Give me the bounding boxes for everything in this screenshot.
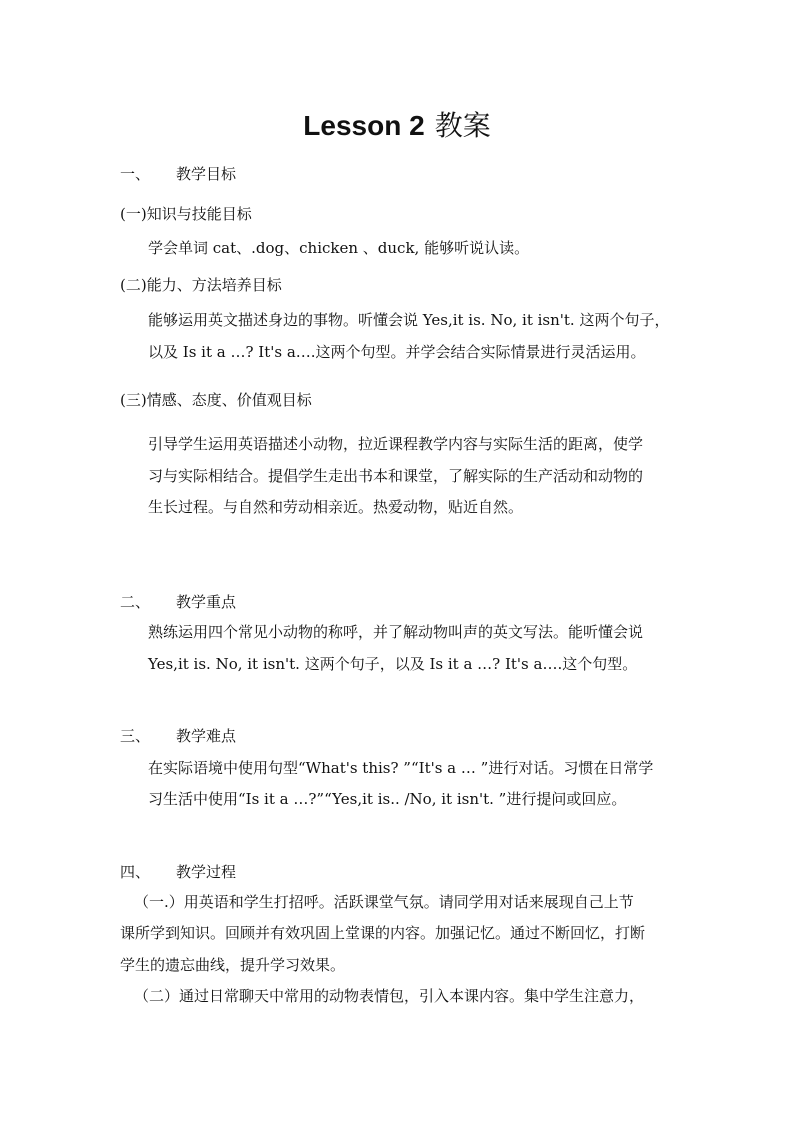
page-title: [0, 104, 794, 144]
subsection-1-2-text-line2: 以及 Is it a …? It's a….这两个句型。并学会结合实际情景进行灵活运用。: [148, 343, 646, 361]
section-3-number: 三、: [120, 727, 151, 745]
subsection-1-1-heading: (一)知识与技能目标: [120, 205, 252, 223]
section-4-paragraph-2-line1: （二）通过日常聊天中常用的动物表情包，引入本课内容。集中学生注意力，: [134, 987, 645, 1005]
section-2-text-line2: Yes,it is. No, it isn't. 这两个句子，以及 Is it a …? It's a….这个句型。: [148, 655, 638, 673]
subsection-1-2-text-line1: 能够运用英文描述身边的事物。听懂会说 Yes,it is. No, it isn't. 这两个句子，: [148, 311, 670, 329]
subsection-1-2-heading: (二)能力、方法培养目标: [120, 276, 282, 294]
section-2-text-line1: 熟练运用四个常见小动物的称呼，并了解动物叫声的英文写法。能听懂会说: [148, 623, 644, 641]
section-1-number: 一、: [120, 165, 151, 183]
section-1-heading: [120, 164, 236, 184]
section-4-number: 四、: [120, 863, 151, 881]
subsection-1-3-text-line2: 习与实际相结合。提倡学生走出书本和课堂，了解实际的生产活动和动物的: [148, 467, 644, 485]
subsection-1-3-text-line3: 生长过程。与自然和劳动相亲近。热爱动物，贴近自然。: [148, 498, 524, 516]
subsection-1-1-text: 学会单词 cat、.dog、chicken 、duck, 能够听说认读。: [148, 239, 530, 257]
section-2-number: 二、: [120, 593, 151, 611]
section-2-heading: [120, 592, 236, 612]
section-3-heading: [120, 726, 236, 746]
section-4-heading: [120, 862, 236, 882]
section-4-paragraph-1-line3: 学生的遗忘曲线，提升学习效果。: [120, 956, 346, 974]
section-4-paragraph-1-line1: （一.）用英语和学生打招呼。活跃课堂气氛。请同学用对话来展现自己上节: [134, 893, 634, 911]
section-3-text-line2: 习生活中使用“Is it a …?”“Yes,it is.. /No, it isn't. ”进行提问或回应。: [148, 790, 627, 808]
section-4-title: 教学过程: [176, 863, 237, 881]
subsection-1-3-heading: (三)情感、态度、价值观目标: [120, 391, 312, 409]
title-chinese: 教案: [434, 109, 491, 142]
section-3-title: 教学难点: [176, 727, 237, 745]
section-1-title: 教学目标: [176, 165, 237, 183]
section-2-title: 教学重点: [176, 593, 237, 611]
subsection-1-3-text-line1: 引导学生运用英语描述小动物，拉近课程教学内容与实际生活的距离，使学: [148, 435, 644, 453]
section-3-text-line1: 在实际语境中使用句型“What's this? ”“It's a … ”进行对话。习惯在日常学: [148, 759, 654, 777]
title-english: Lesson 2: [303, 110, 425, 141]
section-4-paragraph-1-line2: 课所学到知识。回顾并有效巩固上堂课的内容。加强记忆。通过不断回忆，打断: [120, 924, 646, 942]
